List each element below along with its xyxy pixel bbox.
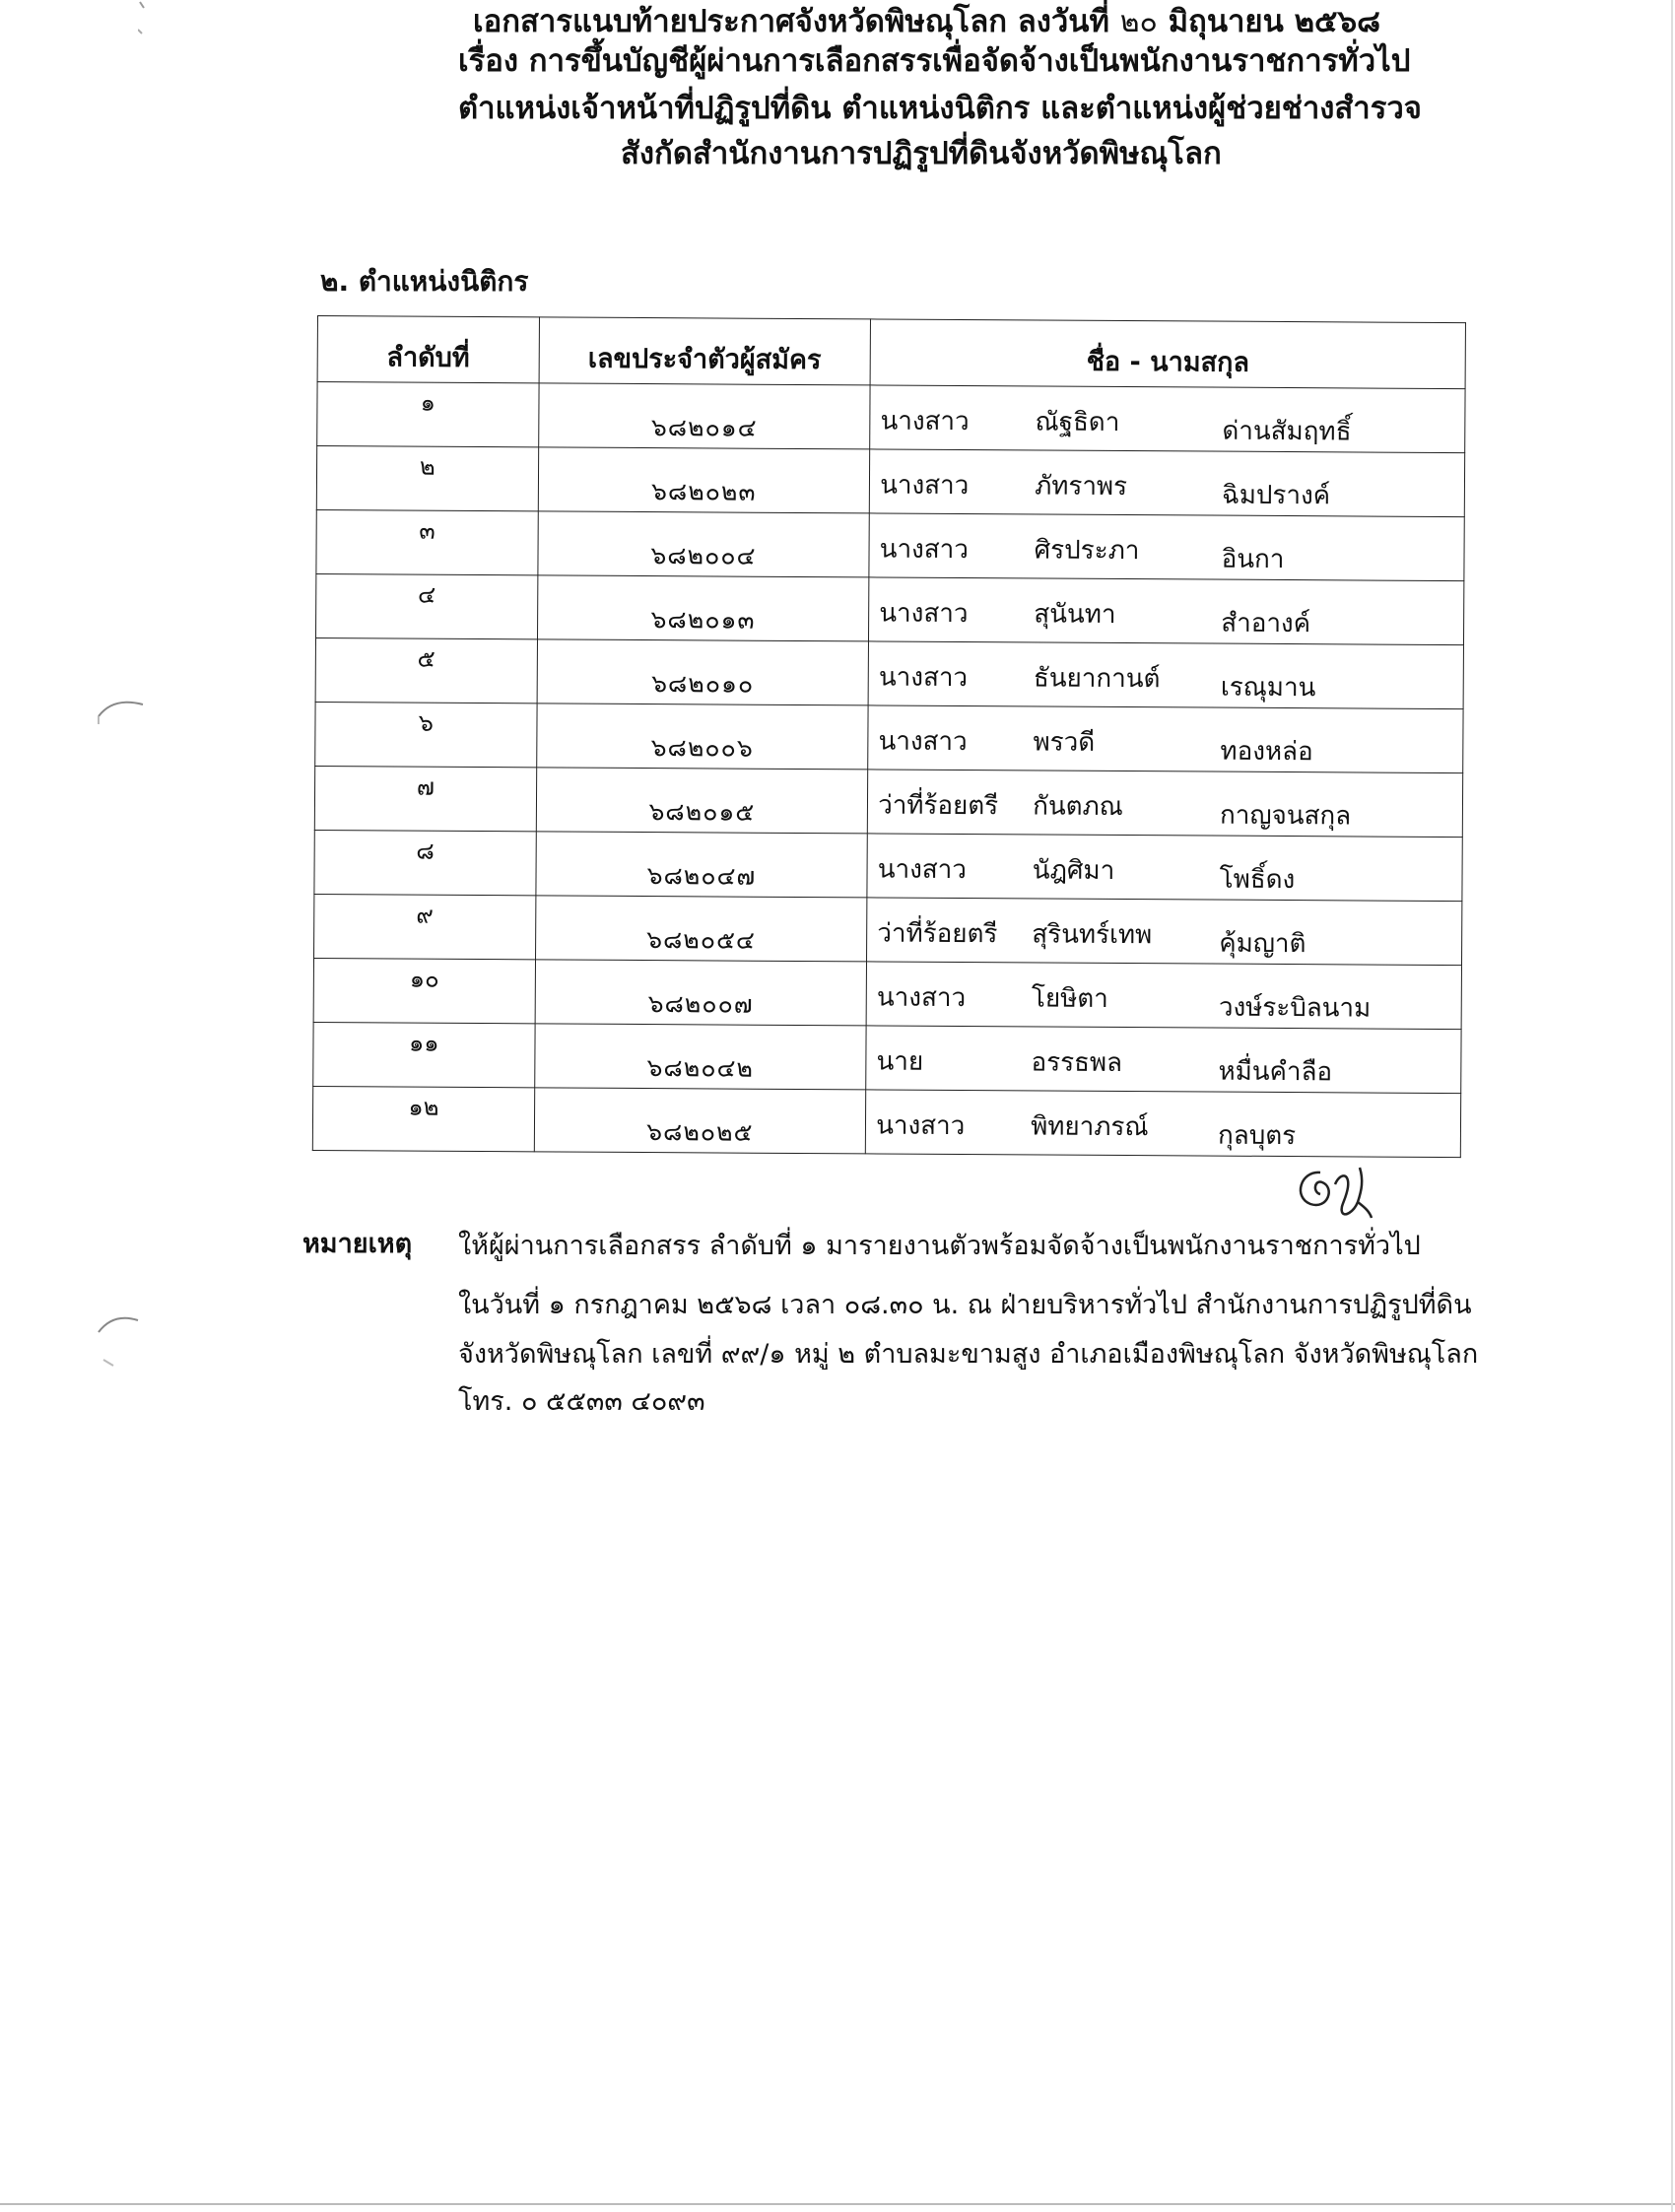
name-prefix: นางสาว (878, 662, 969, 694)
table-body (312, 382, 1465, 1158)
row-full-name (868, 641, 1463, 709)
table-row (316, 509, 1464, 580)
row-order: ๔ (315, 573, 537, 638)
last-name: กาญจนสกุล (1219, 800, 1352, 832)
row-full-name (867, 898, 1462, 966)
row-full-name (867, 770, 1462, 838)
last-name: สำอางค์ (1221, 608, 1311, 639)
row-full-name (866, 962, 1461, 1030)
first-name: ศิรประภา (1034, 535, 1140, 567)
name-prefix: นางสาว (878, 726, 968, 758)
first-name: สุรินทร์เทพ (1032, 919, 1153, 951)
row-applicant-id: ๖๘๒๐๒๓ (538, 447, 870, 513)
first-name: นัฎศิมา (1032, 855, 1115, 886)
first-name: ภัทราพร (1035, 471, 1128, 503)
candidate-table (312, 315, 1466, 1158)
first-name: สุนันทา (1034, 599, 1116, 630)
table-row (314, 766, 1462, 837)
header-line-1-prefix: เอกสารแนบท้ายประกาศจังหวัดพิษณุโลก ลงวันที่ (473, 4, 1109, 39)
row-applicant-id: ๖๘๒๐๒๕ (534, 1088, 866, 1154)
row-applicant-id: ๖๘๒๐๐๔ (538, 511, 870, 577)
first-name: พิทยาภรณ์ (1031, 1111, 1149, 1143)
name-prefix: นางสาว (876, 1110, 966, 1142)
table-row (314, 894, 1462, 965)
note-line-1: ให้ผู้ผ่านการเลือกสรร ลำดับที่ ๑ มารายงานตัวพร้อมจัดจ้างเป็นพนักงานราชการทั่วไป (458, 1231, 1421, 1261)
row-full-name (868, 705, 1463, 773)
row-full-name (869, 513, 1464, 581)
name-prefix: นางสาว (880, 470, 970, 502)
column-header-applicant-id: เลขประจำตัวผู้สมัคร (539, 317, 871, 385)
note-line-2: ในวันที่ ๑ กรกฎาคม ๒๕๖๘ เวลา ๐๘.๓๐ น. ณ ฝ่ายบริหารทั่วไป สำนักงานการปฏิรูปที่ดิน (458, 1290, 1472, 1320)
header-line-4: สังกัดสำนักงานการปฏิรูปที่ดินจังหวัดพิษณุโลก (621, 136, 1222, 171)
row-order: ๒ (316, 446, 538, 511)
row-full-name (870, 385, 1465, 453)
header-line-3: ตำแหน่งเจ้าหน้าที่ปฏิรูปที่ดิน ตำแหน่งนิติกร และตำแหน่งผู้ช่วยช่างสำรวจ (458, 91, 1422, 126)
last-name: วงษ์ระบิลนาม (1218, 992, 1372, 1024)
name-prefix: นางสาว (877, 854, 967, 886)
row-applicant-id: ๖๘๒๐๑๐ (537, 639, 869, 705)
last-name: กุลบุตร (1218, 1120, 1297, 1152)
table-row (316, 446, 1464, 517)
row-full-name (869, 577, 1464, 645)
first-name: อรรธพล (1031, 1047, 1123, 1079)
table-row (313, 1022, 1461, 1093)
name-prefix: ว่าที่ร้อยตรี (878, 790, 999, 822)
table-row (317, 382, 1465, 453)
last-name: หมื่นคำลือ (1218, 1056, 1333, 1088)
row-applicant-id: ๖๘๒๐๑๕ (536, 768, 868, 834)
row-order: ๑๒ (312, 1086, 534, 1151)
row-full-name (869, 449, 1464, 517)
note-line-3: จังหวัดพิษณุโลก เลขที่ ๙๙/๑ หมู่ ๒ ตำบลมะขามสูง อำเภอเมืองพิษณุโลก จังหวัดพิษณุโลก (458, 1339, 1479, 1370)
row-order: ๑๐ (313, 958, 535, 1023)
first-name: พรวดี (1033, 727, 1096, 758)
scan-corner-mark (138, 0, 168, 39)
last-name: ทองหล่อ (1220, 736, 1313, 768)
table-row (313, 958, 1461, 1029)
row-full-name (867, 834, 1462, 902)
name-prefix: ว่าที่ร้อยตรี (877, 918, 998, 950)
last-name: โพธิ์ดง (1219, 864, 1296, 896)
row-order: ๙ (314, 894, 536, 959)
row-order: ๕ (315, 637, 537, 703)
punch-hole-mark (94, 1310, 153, 1370)
row-order: ๘ (314, 830, 536, 895)
handwritten-signature (1281, 1143, 1389, 1232)
first-name: กันตภณ (1033, 791, 1123, 823)
row-order: ๖ (315, 702, 537, 767)
row-applicant-id: ๖๘๒๐๑๓ (537, 575, 869, 641)
note-line-4: โทร. ๐ ๕๕๓๓ ๔๐๙๓ (458, 1386, 705, 1417)
row-applicant-id: ๖๘๒๐๐๗ (535, 960, 867, 1026)
last-name: ด่านสัมฤทธิ์ (1222, 416, 1352, 447)
first-name: ณัฐธิดา (1035, 407, 1120, 437)
name-prefix: นางสาว (879, 534, 969, 566)
row-applicant-id: ๖๘๒๐๔๒ (534, 1024, 866, 1090)
row-order: ๗ (314, 766, 536, 831)
header-line-1 (473, 2, 1380, 42)
last-name: คุ้มญาติ (1219, 928, 1306, 960)
name-prefix: นางสาว (879, 598, 969, 630)
column-header-full-name: ชื่อ - นามสกุล (870, 319, 1465, 389)
name-prefix: นาย (876, 1046, 924, 1077)
row-applicant-id: ๖๘๒๐๑๔ (538, 383, 870, 449)
table-row (315, 637, 1463, 708)
header-handwritten-day: ๒๐ (1119, 5, 1158, 39)
last-name: เรณุมาน (1220, 672, 1316, 704)
name-prefix: นางสาว (880, 406, 970, 437)
row-order: ๑ (317, 382, 539, 447)
first-name: โยษิตา (1031, 983, 1108, 1014)
header-line-2: เรื่อง การขึ้นบัญชีผู้ผ่านการเลือกสรรเพื่อจัดจ้างเป็นพนักงานราชการทั่วไป (458, 43, 1411, 79)
row-order: ๓ (316, 509, 538, 574)
scan-edge-right (1671, 0, 1673, 2212)
scan-edge-bottom (0, 2203, 1675, 2205)
table-row (314, 830, 1462, 901)
section-title: ๒. ตำแหน่งนิติกร (320, 265, 529, 298)
table-row (315, 702, 1463, 772)
last-name: ฉิมปรางค์ (1221, 480, 1331, 511)
table-header-row (317, 316, 1465, 389)
row-order: ๑๑ (313, 1022, 535, 1087)
table-row (315, 573, 1463, 644)
header-line-1-suffix: มิถุนายน ๒๕๖๘ (1168, 4, 1381, 39)
first-name: ธันยากานต์ (1033, 663, 1161, 695)
row-applicant-id: ๖๘๒๐๐๖ (536, 704, 868, 770)
row-applicant-id: ๖๘๒๐๔๗ (536, 832, 868, 898)
punch-hole-mark (94, 695, 153, 754)
row-applicant-id: ๖๘๒๐๕๔ (535, 896, 867, 962)
note-label: หมายเหตุ (302, 1229, 413, 1259)
column-header-order: ลำดับที่ (317, 316, 539, 383)
name-prefix: นางสาว (876, 982, 967, 1014)
last-name: อินกา (1221, 544, 1285, 574)
row-full-name (866, 1026, 1461, 1094)
